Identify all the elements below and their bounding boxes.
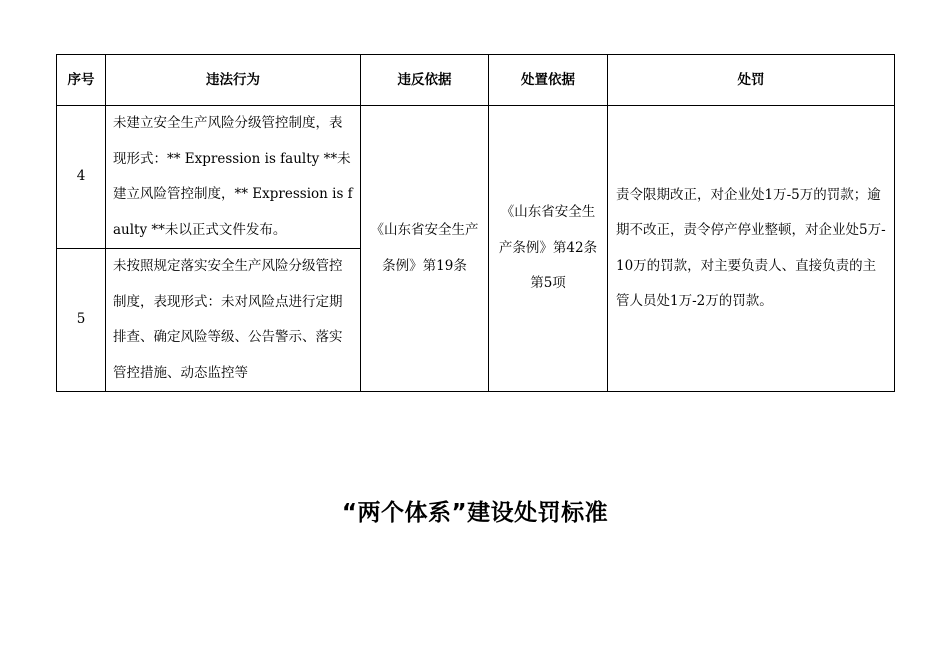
row-number: 5 [57,249,106,392]
header-basis: 违反依据 [361,55,489,106]
table-row [57,106,895,249]
header-penalty: 处罚 [608,55,895,106]
table-header-row [57,55,895,106]
row-number: 4 [57,106,106,249]
violation-cell: 未按照规定落实安全生产风险分级管控制度，表现形式：未对风险点进行定期排查、确定风险等级、公告警示、落实管控措施、动态监控等 [106,249,361,392]
violation-cell: 未建立安全生产风险分级管控制度，表现形式：** Expression is faulty **未建立风险管控制度，** Expression is faulty **未以正式文件发布。 [106,106,361,249]
basis-cell: 《山东省安全生产条例》第19条 [361,106,489,392]
header-handling-basis: 处置依据 [489,55,608,106]
penalty-table [56,54,895,392]
page-title: “两个体系”建设处罚标准 [341,500,609,526]
handling-basis-cell: 《山东省安全生产条例》第42条第5项 [489,106,608,392]
header-number: 序号 [57,55,106,106]
header-violation: 违法行为 [106,55,361,106]
penalty-cell: 责令限期改正，对企业处1万-5万的罚款；逾期不改正，责令停产停业整顿，对企业处5万-10万的罚款，对主要负责人、直接负责的主管人员处1万-2万的罚款。 [608,106,895,392]
